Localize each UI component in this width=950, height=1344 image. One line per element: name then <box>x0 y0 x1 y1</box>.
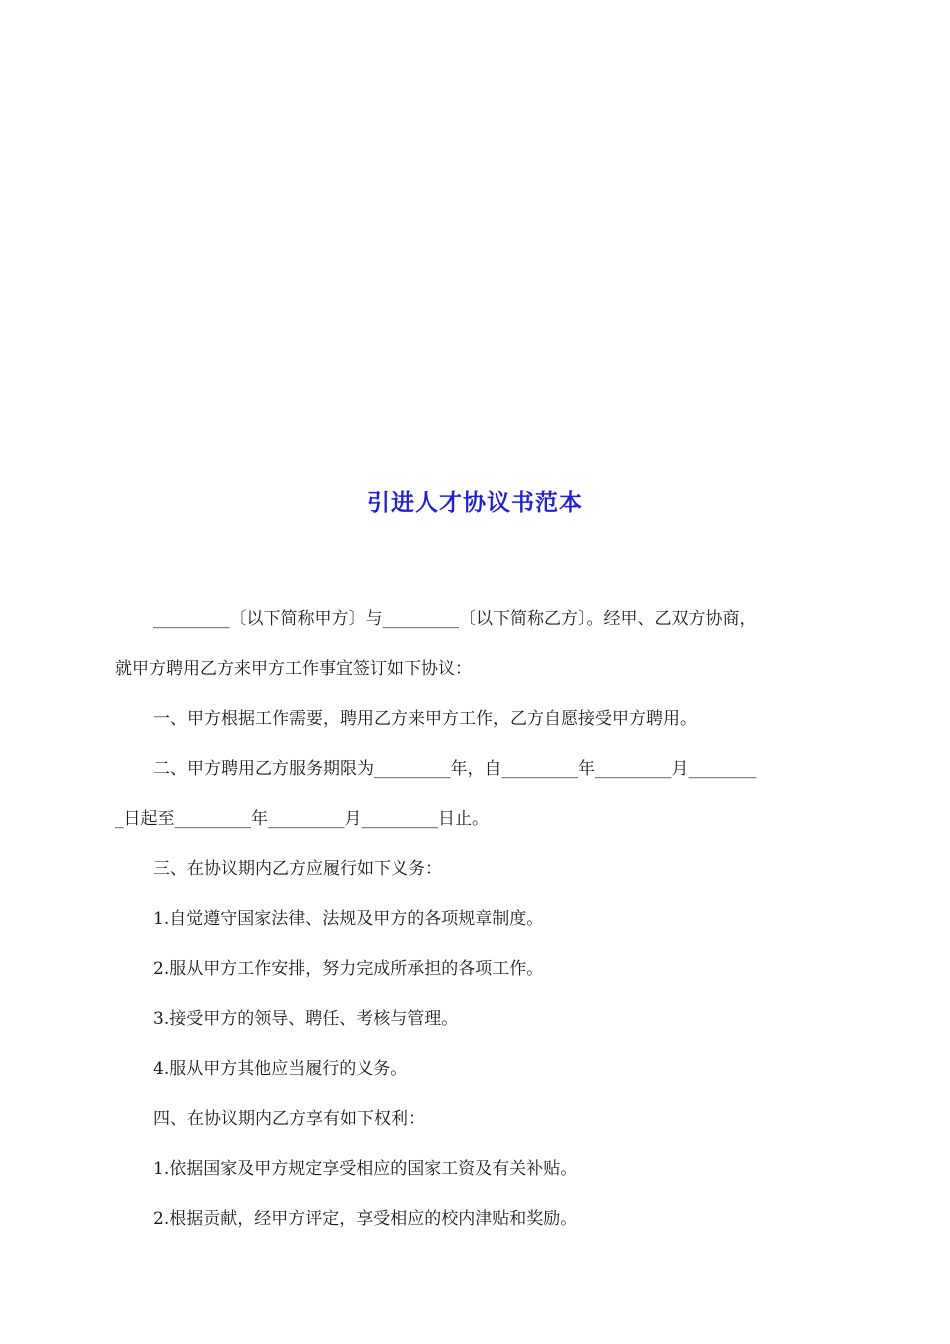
clause-3-heading: 三、在协议期内乙方应履行如下义务： <box>153 859 442 879</box>
intro-line-2: 就甲方聘用乙方来甲方工作事宜签订如下协议： <box>115 659 472 679</box>
intro-line-1: _________〔以下简称甲方〕与_________〔以下简称乙方〕。经甲、乙双方协商， <box>153 609 757 629</box>
clause-4-item-2: 2.根据贡献，经甲方评定，享受相应的校内津贴和奖励。 <box>153 1209 578 1229</box>
clause-1: 一、甲方根据工作需要，聘用乙方来甲方工作，乙方自愿接受甲方聘用。 <box>153 709 697 729</box>
clause-3-item-2: 2.服从甲方工作安排，努力完成所承担的各项工作。 <box>153 959 544 979</box>
clause-4-item-1: 1.依据国家及甲方规定享受相应的国家工资及有关补贴。 <box>153 1159 578 1179</box>
document-title: 引进人才协议书范本 <box>367 490 583 516</box>
clause-4-heading: 四、在协议期内乙方享有如下权利： <box>153 1109 425 1129</box>
clause-2-line-1: 二、甲方聘用乙方服务期限为_________年，自_________年_________月________ <box>153 759 757 779</box>
clause-3-item-1: 1.自觉遵守国家法律、法规及甲方的各项规章制度。 <box>153 909 544 929</box>
clause-2-line-2: _日起至_________年_________月_________日止。 <box>115 809 489 829</box>
clause-3-item-3: 3.接受甲方的领导、聘任、考核与管理。 <box>153 1009 459 1029</box>
clause-3-item-4: 4.服从甲方其他应当履行的义务。 <box>153 1059 408 1079</box>
